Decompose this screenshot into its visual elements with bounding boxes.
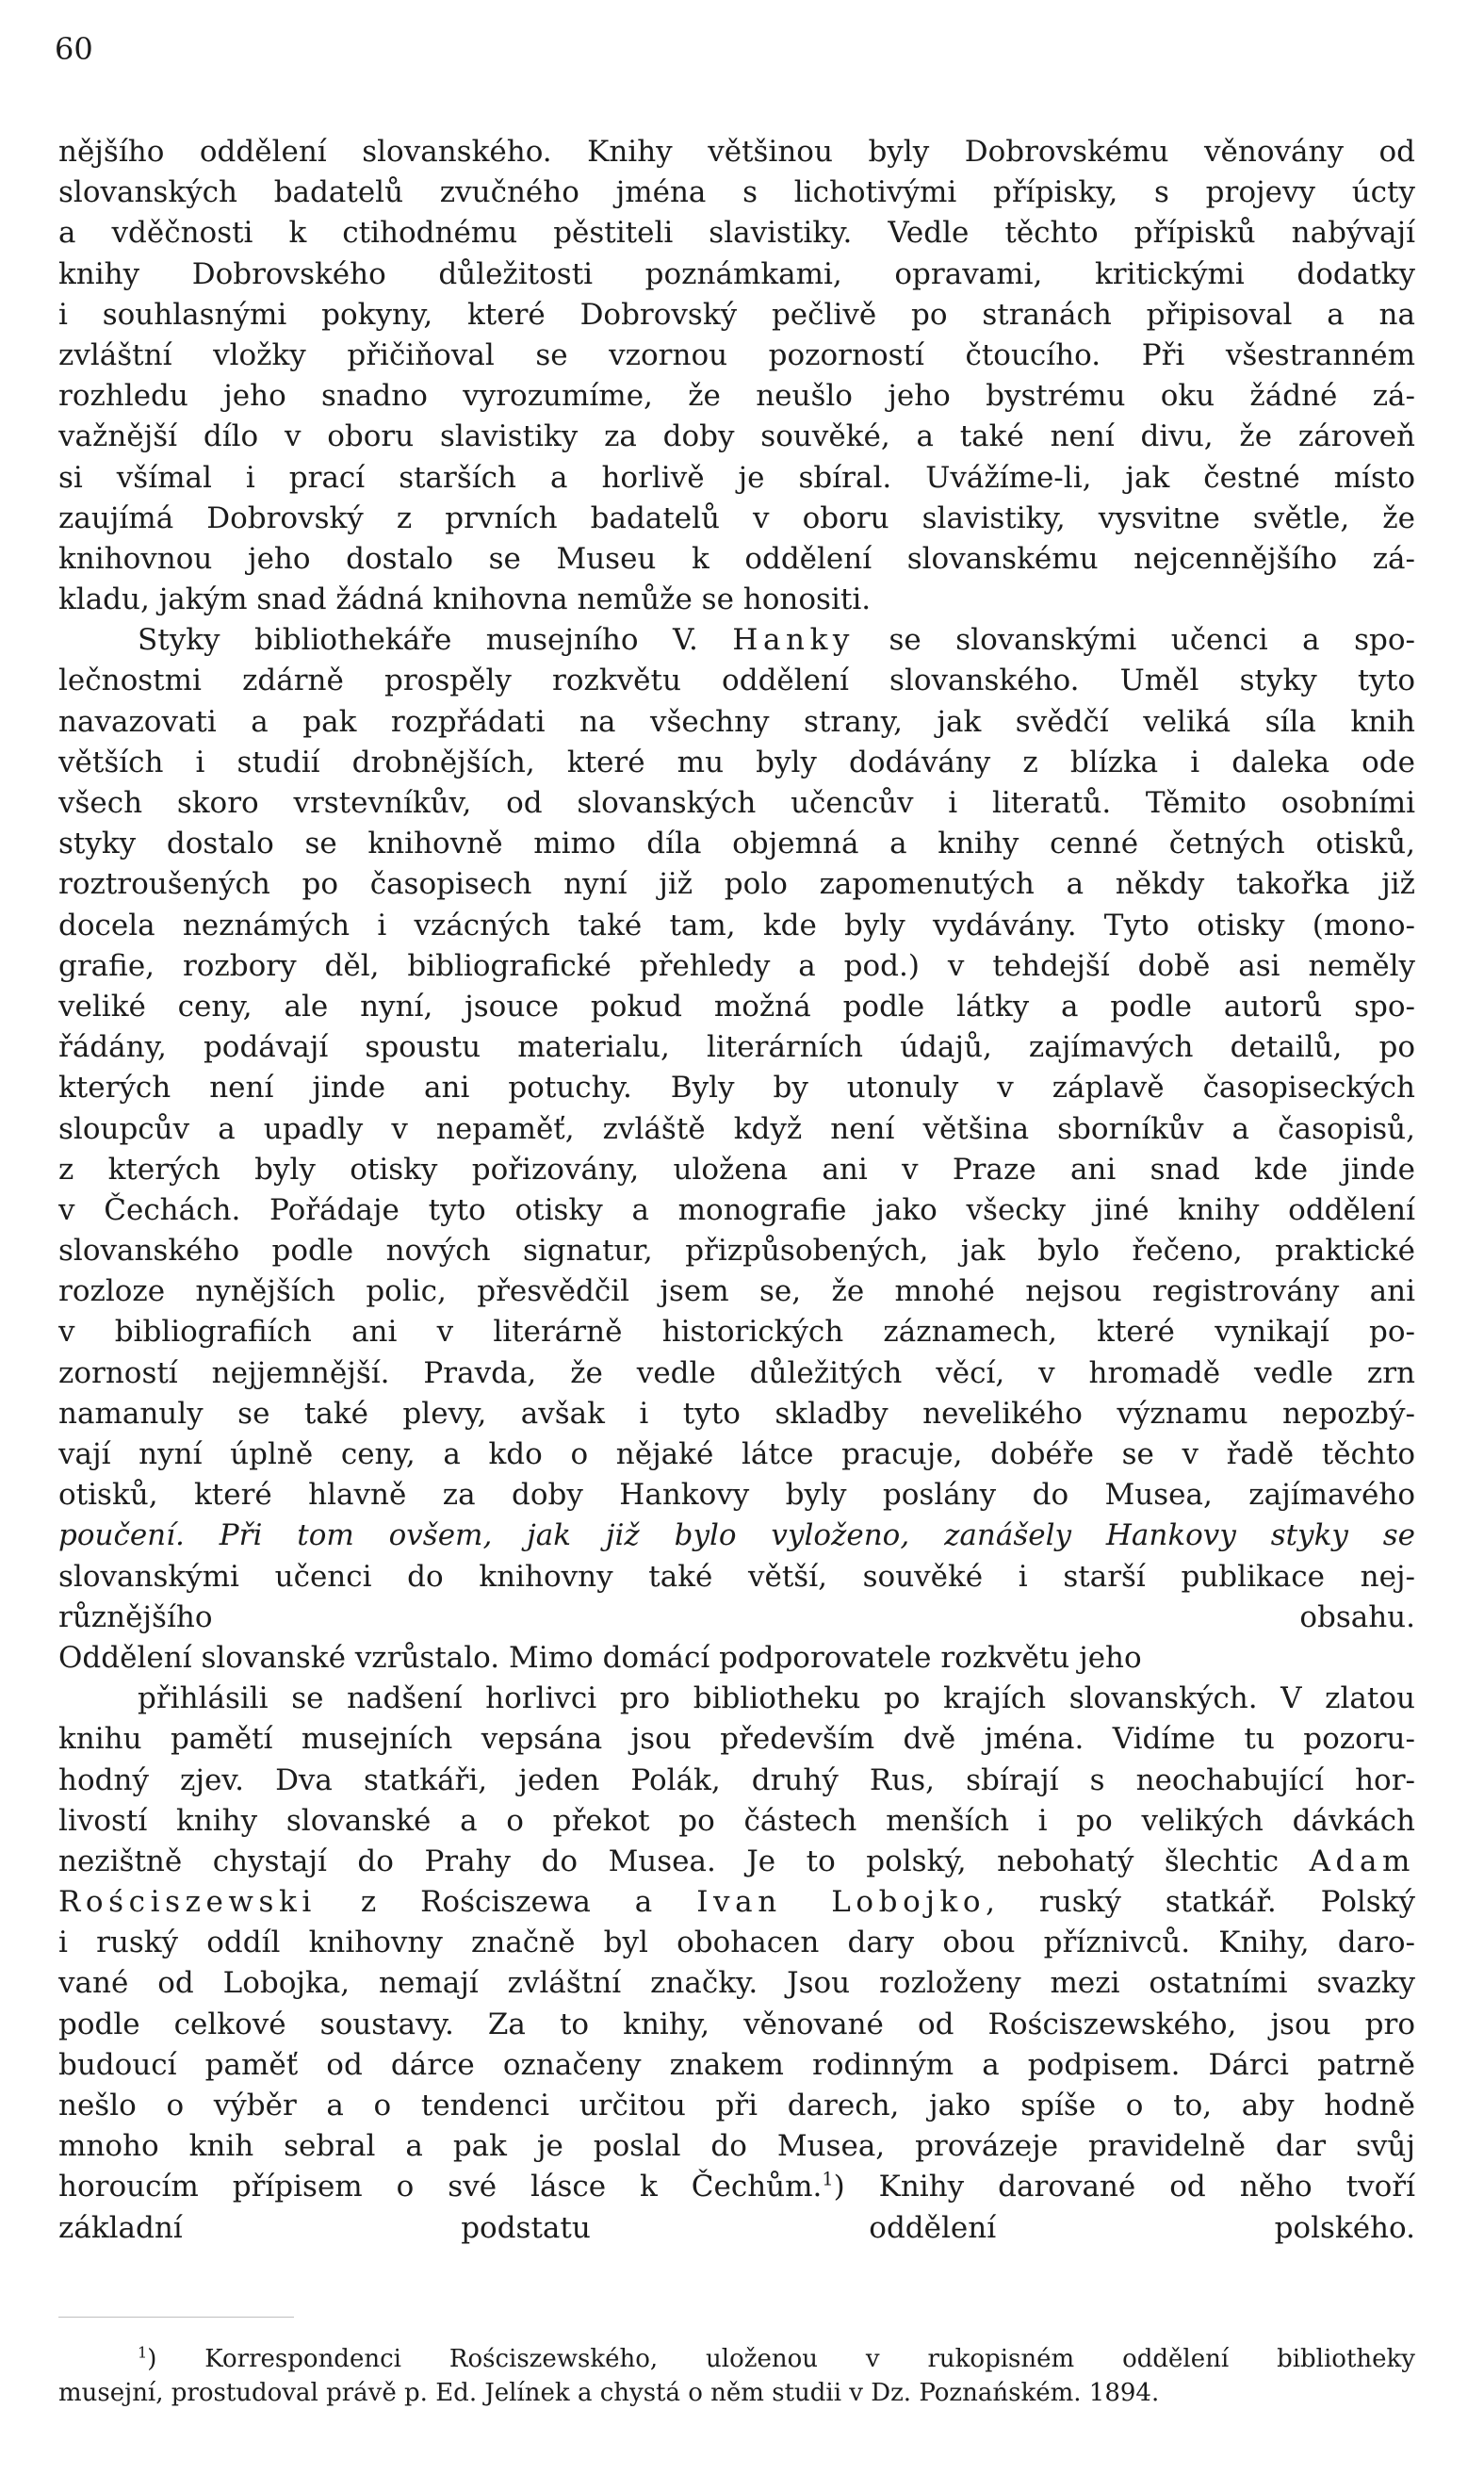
- text-line: styky dostalo se knihovně mimo díla objemná a knihy cenné četných otisků,: [58, 827, 1415, 861]
- text-line: řádány, podávají spoustu materialu, literárních údajů, zajímavých detailů, po: [58, 1030, 1415, 1065]
- text-run: se slovanskými učenci a spo-: [855, 623, 1415, 658]
- text-line: v Čechách. Pořádaje tyto otisky a monografie jako všecky jiné knihy oddělení: [58, 1192, 1415, 1227]
- text-line: [58, 1516, 1415, 1556]
- text-line: zaujímá Dobrovský z prvních badatelů v oboru slavistiky, vysvitne světle, že: [58, 500, 1415, 535]
- text-line: navazovati a pak rozpřádati na všechny strany, jak svědčí veliká síla knih: [58, 704, 1415, 739]
- text-line: podle celkové soustavy. Za to knihy, věnované od Rościszewského, jsou pro: [58, 2007, 1415, 2041]
- text-line: kladu, jakým snad žádná knihovna nemůže se honositi.: [58, 582, 872, 617]
- text-line: livostí knihy slovanské a o překot po částech menších i po velikých dávkách: [58, 1803, 1415, 1838]
- text-line: a vděčnosti k ctihodnému pěstiteli slavistiky. Vedle těchto přípisků nabývají: [58, 216, 1415, 251]
- text-line: i souhlasnými pokyny, které Dobrovský pečlivě po stranách připisoval a na: [58, 297, 1415, 332]
- text-line: budoucí paměť od dárce označeny znakem rodinným a podpisem. Dárci patrně: [58, 2047, 1415, 2082]
- text-line: [58, 1882, 1415, 1923]
- text-line: v bibliografiích ani v literárně historických záznamech, které vynikají po-: [58, 1315, 1415, 1350]
- page-number: 60: [55, 31, 93, 67]
- footnote: [58, 2342, 1415, 2410]
- text-line: slovanských badatelů zvučného jména s lichotivými přípisky, s projevy úcty: [58, 175, 1415, 210]
- text-line: nějšího oddělení slovanského. Knihy většinou byly Dobrovskému věnovány od: [58, 135, 1415, 169]
- text-line: roztroušených po časopisech nyní již polo zapomenutých a někdy takořka již: [58, 867, 1415, 902]
- text-line: zvláštní vložky přičiňoval se vzornou pozorností čtoucího. Při všestranném: [58, 337, 1415, 372]
- text-line: [58, 620, 1415, 661]
- text-line: otisků, které hlavně za doby Hankovy byly poslány do Musea, zajímavého: [58, 1478, 1415, 1513]
- text-line: zorností nejjemnější. Pravda, že vedle důležitých věcí, v hromadě vedle zrn: [58, 1355, 1415, 1390]
- text-line: si všímal i prací starších a horlivě je sbíral. Uvážíme-li, jak čestné místo: [58, 460, 1415, 495]
- text-line: slovanskými učenci do knihovny také větší, souvěké i starší publikace nej-: [58, 1559, 1415, 1594]
- text-run: Styky bibliothekáře musejního V.: [138, 623, 733, 658]
- text-line: knihy Dobrovského důležitosti poznámkami, opravami, kritickými dodatky: [58, 256, 1415, 291]
- spaced-name: Hanky: [732, 623, 856, 658]
- spaced-name: Rościszewski: [58, 1885, 317, 1920]
- spaced-name: Adam: [1309, 1844, 1415, 1878]
- text-run: nezištně chystají do Prahy do Musea. Je to polský, nebohatý šlechtic: [58, 1844, 1310, 1878]
- text-line: [58, 1842, 1415, 1882]
- text-run: , ruský statkář. Polský: [986, 1885, 1415, 1920]
- footnote-reference: 1: [822, 2169, 834, 2191]
- footnote-divider: [58, 2317, 294, 2318]
- text-line: nešlo o výběr a o tendenci určitou při darech, jako spíše o to, aby hodně: [58, 2089, 1415, 2122]
- text-line: važnější dílo v oboru slavistiky za doby souvěké, a také není divu, že zároveň: [58, 419, 1415, 454]
- text-line: hodný zjev. Dva statkáři, jeden Polák, druhý Rus, sbírají s neochabující hor-: [58, 1762, 1415, 1797]
- text-line: z kterých byly otisky pořizovány, uložena ani v Praze ani snad kde jinde: [58, 1152, 1415, 1187]
- text-line: namanuly se také plevy, avšak i tyto skladby nevelikého významu nepozbý-: [58, 1396, 1415, 1431]
- text-line: grafie, rozbory děl, bibliografické přehledy a pod.) v tehdejší době asi neměly: [58, 948, 1415, 983]
- text-line: větších i studií drobnějších, které mu byly dodávány z blízka i daleka ode: [58, 745, 1415, 779]
- text-line: i ruský oddíl knihovny značně byl obohacen dary obou příznivců. Knihy, daro-: [58, 1926, 1415, 1960]
- text-line: rozloze nynějších polic, přesvědčil jsem se, že mnohé nejsou registrovány ani: [58, 1274, 1415, 1309]
- text-line: veliké ceny, ale nyní, jsouce pokud možná podle látky a podle autorů spo-: [58, 989, 1415, 1024]
- text-run: horoucím přípisem o své lásce k Čechům.: [58, 2170, 823, 2204]
- text-line: všech skoro vrstevníkův, od slovanských učencův i literatů. Těmito osobními: [58, 786, 1415, 820]
- body-text: [58, 132, 1415, 2249]
- text-line: mnoho knih sebral a pak je poslal do Musea, provázeje pravidelně dar svůj: [58, 2129, 1415, 2164]
- text-line: knihu pamětí musejních vepsána jsou především dvě jména. Vidíme tu pozoru-: [58, 1722, 1415, 1757]
- footnote-text: ) Korrespondenci Rościszewského, uloženou v rukopisném oddělení bibliotheky: [147, 2345, 1415, 2373]
- text-line: slovanského podle nových signatur, přizpůsobených, jak bylo řečeno, praktické: [58, 1234, 1415, 1269]
- footnote-line: [58, 2342, 1415, 2376]
- footnote-marker: 1: [138, 2343, 148, 2362]
- italic-text-run: poučení. Při tom ovšem, jak již bylo vyloženo, zanášely Hankovy styky se: [58, 1518, 1415, 1553]
- footnote-line: musejní, prostudoval právě p. Ed. Jelínek a chystá o něm studii v Dz. Poznańském. 1894.: [58, 2379, 1160, 2407]
- text-line: [58, 2167, 1415, 2207]
- text-line: docela neznámých i vzácných také tam, kde byly vydávány. Tyto otisky (mono-: [58, 908, 1415, 942]
- text-line: přihlásili se nadšení horlivci pro bibliotheku po krajích slovanských. V zlatou: [138, 1681, 1415, 1716]
- text-line: knihovnou jeho dostalo se Museu k oddělení slovanskému nejcennějšího zá-: [58, 541, 1415, 576]
- text-line: kterých není jinde ani potuchy. Byly by utonuly v záplavě časopiseckých: [58, 1071, 1415, 1106]
- spaced-name: Ivan Lobojko: [696, 1885, 987, 1920]
- text-line: sloupcův a upadly v nepaměť, zvláště když není většina sborníkův a časopisů,: [58, 1111, 1415, 1146]
- text-run: z Rościszewa a: [316, 1885, 697, 1920]
- text-line: Oddělení slovanské vzrůstalo. Mimo domácí podporovatele rozkvětu jeho: [58, 1640, 1142, 1675]
- text-line: vají nyní úplně ceny, a kdo o nějaké látce pracuje, dobéře se v řadě těchto: [58, 1437, 1415, 1471]
- text-line: základní podstatu oddělení polského.: [58, 2210, 1415, 2245]
- text-line: rozhledu jeho snadno vyrozumíme, že neušlo jeho bystrému oku žádné zá-: [58, 379, 1415, 414]
- text-line: různějšího obsahu.: [58, 1599, 1415, 1634]
- text-run: ) Knihy darované od něho tvoří: [833, 2170, 1415, 2204]
- text-line: lečnostmi zdárně prospěly rozkvětu oddělení slovanského. Uměl styky tyto: [58, 664, 1415, 698]
- text-line: vané od Lobojka, nemají zvláštní značky. Jsou rozloženy mezi ostatními svazky: [58, 1966, 1415, 2001]
